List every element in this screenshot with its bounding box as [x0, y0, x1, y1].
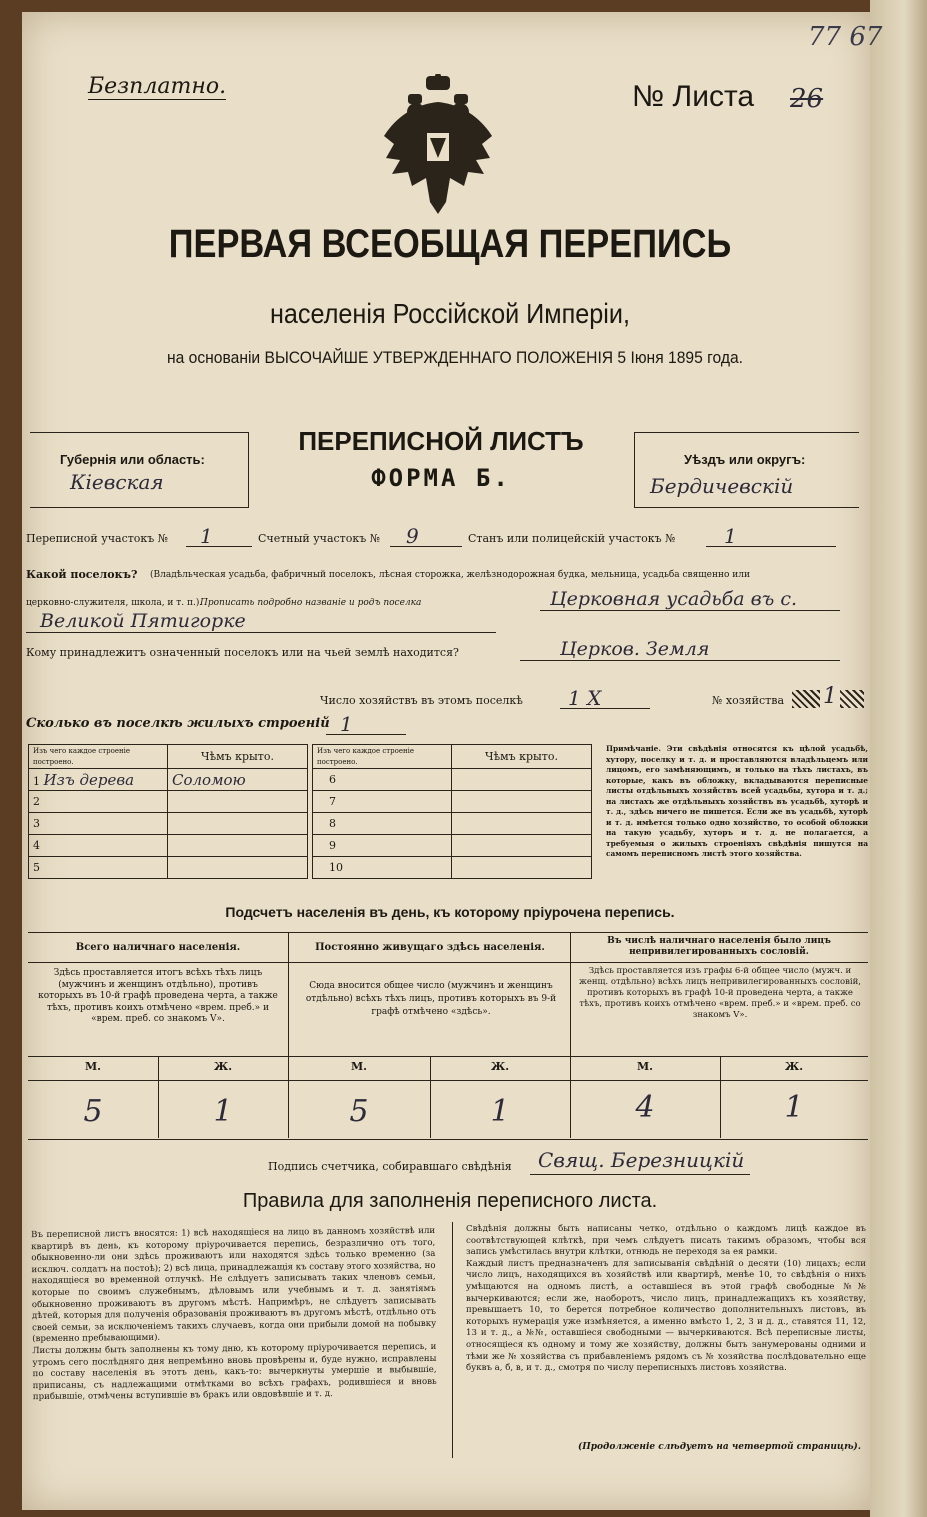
list-title: ПЕРЕПИСНОЙ ЛИСТЪ — [298, 426, 584, 456]
col3-female-header: Ж. — [784, 1060, 804, 1073]
free-label: Безплатно. — [88, 74, 227, 99]
dwellings-note: Примѣчаніе. Эти свѣдѣнія относятся къ цѣлой усадьбѣ, хутору, поселку и т. д. и проставляются владѣльцемъ или лицомъ, его замѣняющимъ, и только на тѣхъ листахъ, въ которые, какъ въ обложку, вкладываются переписные листы отдѣльныхъ хозяйствъ всей усадьбы, хутора и т. д.; на листахъ же отдѣльныхъ хозяйствъ въ усадьбѣ, хуторѣ и т. д., здѣсь ничего не пишется. Если же въ усадьбѣ, хуторѣ и т. д. имѣется только одно хозяйство, то особой обложки на такую усадьбу, хуторъ и т. д. не полагается, а требуемыя о жилыхъ строеніяхъ свѣдѣнія пишутся на самомъ переписномъ листѣ этого хозяйства. — [606, 744, 868, 858]
police-district-value: 1 — [724, 524, 737, 548]
settlement-hint-2: церковно-служителя, школа, и т. п.). — [26, 598, 203, 608]
district-label: Уѣздъ или округъ: — [684, 452, 806, 467]
col2-male-header: М. — [350, 1060, 367, 1073]
signature-label: Подпись счетчика, собиравшаго свѣдѣнія — [268, 1160, 512, 1173]
settlement-line-2 — [26, 632, 496, 633]
settlement-hint: (Владѣльческая усадьба, фабричный поселокъ, лѣсная сторожка, желѣзнодорожная будка, мельница, усадьба священно или — [150, 570, 750, 580]
owner-value: Церков. Земля — [560, 638, 710, 660]
rules-continued-note: (Продолженіе слѣдуетъ на четвертой страницѣ). — [578, 1442, 861, 1452]
sheet-number-label: № Листа — [632, 80, 755, 113]
col1-male-header: М. — [84, 1060, 101, 1073]
imperial-eagle-emblem — [378, 74, 498, 224]
count-district-line — [390, 546, 462, 547]
census-subtitle: населенія Россійской Имперіи, — [270, 298, 630, 329]
summary-rule-3 — [28, 1080, 868, 1081]
resident-male-value: 5 — [349, 1094, 369, 1129]
settlement-line — [540, 610, 840, 611]
legal-basis-line: на основаніи ВЫСОЧАЙШЕ УТВЕРЖДЕННАГО ПОЛОЖЕНІЯ 5 Іюня 1895 года. — [166, 348, 744, 367]
table-row: 5 — [29, 857, 308, 879]
census-district-label: Переписной участокъ № — [26, 532, 169, 545]
settlement-value: Церковная усадьба въ с. — [550, 588, 798, 610]
roof-header: Чѣмъ крыто. — [168, 745, 308, 769]
summary-rule-2 — [28, 1056, 868, 1057]
total-female-value: 1 — [213, 1094, 233, 1129]
table-row: 4 — [29, 835, 308, 857]
table-row: 10 — [313, 857, 592, 879]
adjacent-page-edge — [870, 0, 927, 1517]
resident-female-value: 1 — [490, 1094, 510, 1129]
summary-col1-text: Здѣсь проставляется итогъ всѣхъ тѣхъ лицъ (мужчинъ и женщинъ отдѣльно), противъ которыхъ въ 10-й графѣ проведена черта, а также тѣхъ, противъ коихъ отмѣчено «врем. преб.» и «врем. преб. со знакомъ V». — [38, 968, 278, 1024]
buildings-table-right — [312, 744, 592, 879]
summary-col3-head: Въ числѣ наличнаго населенія было лицъ непривилегированныхъ сословій. — [607, 936, 831, 957]
rules-title: Правила для заполненія переписного листа. — [242, 1190, 658, 1212]
household-count-value: 1 Х — [568, 686, 602, 710]
province-value: Кіевская — [70, 470, 164, 494]
province-label: Губернія или область: — [60, 452, 205, 467]
census-main-title: ПЕРВАЯ ВСЕОБЩАЯ ПЕРЕПИСЬ — [168, 222, 732, 266]
household-number-value: 1 — [820, 684, 840, 709]
signature-value: Свящ. Березницкій — [538, 1148, 745, 1172]
summary-title: Подсчетъ населенія въ день, къ которому пріурочена перепись. — [225, 904, 675, 920]
col3-male-header: М. — [636, 1060, 653, 1073]
table-row: 3 — [29, 813, 308, 835]
district-value: Бердичевскій — [650, 474, 794, 498]
col1-female-header: Ж. — [213, 1060, 233, 1073]
rules-right-column: Свѣдѣнія должны быть написаны четко, отдѣльно о каждомъ лицѣ каждое въ соотвѣтствующей клѣткѣ, при чемъ слѣдуетъ писать такимъ образомъ, чтобы вся запись умѣстилась внутри клѣтки, отнюдь не переходя за ея рамки. Каждый листъ предназначенъ для записыванія свѣдѣній о десяти (10) лицахъ; если число лицъ, находящихся въ хозяйствѣ или квартирѣ, менѣе 10, то свѣдѣнія о нихъ умѣщаются на одномъ листѣ, а оставшіеся въ этой графѣ свободные №№ вычеркиваются; если же, наоборотъ, число лицъ, принадлежащихъ къ хозяйству, превышаетъ 10, то берется потребное количество дополнительныхъ листовъ, въ которыхъ нумерація уже измѣняется, а именно вмѣсто 1, 2, 3 и д. д., ставятся 11, 12, 13 и т. д., а №№, оставшіеся свободными — вычеркиваются. Всѣ переписные листы, относящіеся къ одному и тому же хозяйству, должны быть занумерованы одними и тѣми же № хозяйства съ прибавленіемъ рядомъ съ № хозяйства послѣдовательно еще буквъ а, б, в, и т. д., смотря по числу переписныхъ листовъ хозяйства. — [466, 1224, 866, 1374]
summary-col2-text: Сюда вносится общее число (мужчинъ и женщинъ отдѣльно) всѣхъ тѣхъ лицъ, противъ которыхъ въ 9-й графѣ отмѣчено «здѣсь». — [305, 981, 557, 1017]
rules-divider — [452, 1222, 453, 1458]
signature-line — [530, 1174, 750, 1175]
summary-col3-text: Здѣсь проставляется изъ графы 6-й общее число (мужч. и женщ. отдѣльно) всѣхъ лицъ непривилегированныхъ сословій, противъ которыхъ въ графѣ 10-й проведена черта, а также тѣхъ, противъ коихъ отмѣчено «врем. преб.» и «врем. преб. со знакомъ V». — [579, 966, 861, 1020]
table-row: 7 — [313, 791, 592, 813]
owner-label: Кому принадлежитъ означенный поселокъ или на чьей землѣ находится? — [26, 646, 459, 659]
summary-col2-head: Постоянно живущаго здѣсь населенія. — [315, 942, 545, 953]
total-male-value: 5 — [83, 1094, 103, 1129]
dwellings-line — [326, 734, 406, 735]
dwellings-value: 1 — [340, 712, 353, 736]
form-name: ФОРМА Б. — [371, 464, 511, 492]
sheet-number-value: 26 — [790, 84, 824, 114]
material-header-2: Изъ чего каждое строеніе построено. — [313, 745, 452, 769]
nonpriv-female-value: 1 — [784, 1090, 804, 1125]
table-row: 2 — [29, 791, 308, 813]
summary-rule-1 — [28, 962, 868, 963]
roof-header-2: Чѣмъ крыто. — [452, 745, 592, 769]
settlement-label: Какой поселокъ? — [26, 568, 138, 581]
material-header: Изъ чего каждое строеніе построено. — [29, 745, 168, 769]
col2-female-header: Ж. — [490, 1060, 510, 1073]
nonpriv-male-value: 4 — [635, 1090, 655, 1125]
settlement-hint-3: Прописать подробно названіе и родъ поселка — [200, 598, 422, 608]
police-district-label: Станъ или полицейскій участокъ № — [468, 532, 676, 545]
count-district-value: 9 — [406, 524, 419, 548]
rules-left-column: Въ переписной листъ вносятся: 1) всѣ находящіеся на лицо въ данномъ хозяйствѣ или квартирѣ въ день, къ которому пріурочивается перепись, безразлично отъ того, обыкновенно-ли они здѣсь проживаютъ или находятся здѣсь только временно (за исключ. солдатъ на постоѣ); 2) всѣ лица, принадлежащія къ составу этого хозяйства, но находящіеся во временной отлучкѣ. Не слѣдуетъ записывать таких членовъ семьи, которые по своимъ служебнымъ, дѣловымъ или учебнымъ и т. д. занятіямъ обыкновенно проживаютъ въ другомъ мѣстѣ. Напримѣръ, не слѣдуетъ записывать дѣтей, которыя для полученія образованія проживаютъ въ другомъ мѣстѣ, отдѣльно отъ своей семьи, за исключеніемъ такихъ случаевъ, когда они прибыли домой на побывку (временно пребывающими). Листы должны быть заполнены къ тому дню, къ которому пріурочивается перепись, и утромъ сего послѣдняго дня непремѣнно вновь провѣрены и, буде нужно, исправлены по составу населенія въ этотъ день, какъ-то: вычеркнуты умершіе и выбывшіе, приписаны, съ надлежащими отмѣтками во всѣхъ графахъ, родившіеся и вновь прибывшіе, отмѣчены вступившіе въ бракъ или овдовѣвшіе и т. д. — [31, 1225, 437, 1403]
settlement-value-2: Великой Пятигорке — [40, 610, 246, 632]
household-number-label: № хозяйства — [712, 694, 784, 707]
census-district-line — [186, 546, 252, 547]
dwellings-label: Сколько въ поселкѣ жилыхъ строеній — [26, 716, 330, 731]
count-district-label: Счетный участокъ № — [258, 532, 381, 545]
table-row: 8 — [313, 813, 592, 835]
table-row: 1 Изъ дерева Соломою — [29, 769, 308, 791]
archive-corner-mark: 77 67 — [808, 22, 883, 52]
table-row: 9 — [313, 835, 592, 857]
household-count-label: Число хозяйствъ въ этомъ поселкѣ — [320, 694, 523, 707]
summary-col1-head: Всего наличнаго населенія. — [75, 942, 241, 953]
census-district-value: 1 — [200, 524, 213, 548]
owner-line — [520, 660, 840, 661]
buildings-table-left — [28, 744, 308, 879]
table-row: 6 — [313, 769, 592, 791]
